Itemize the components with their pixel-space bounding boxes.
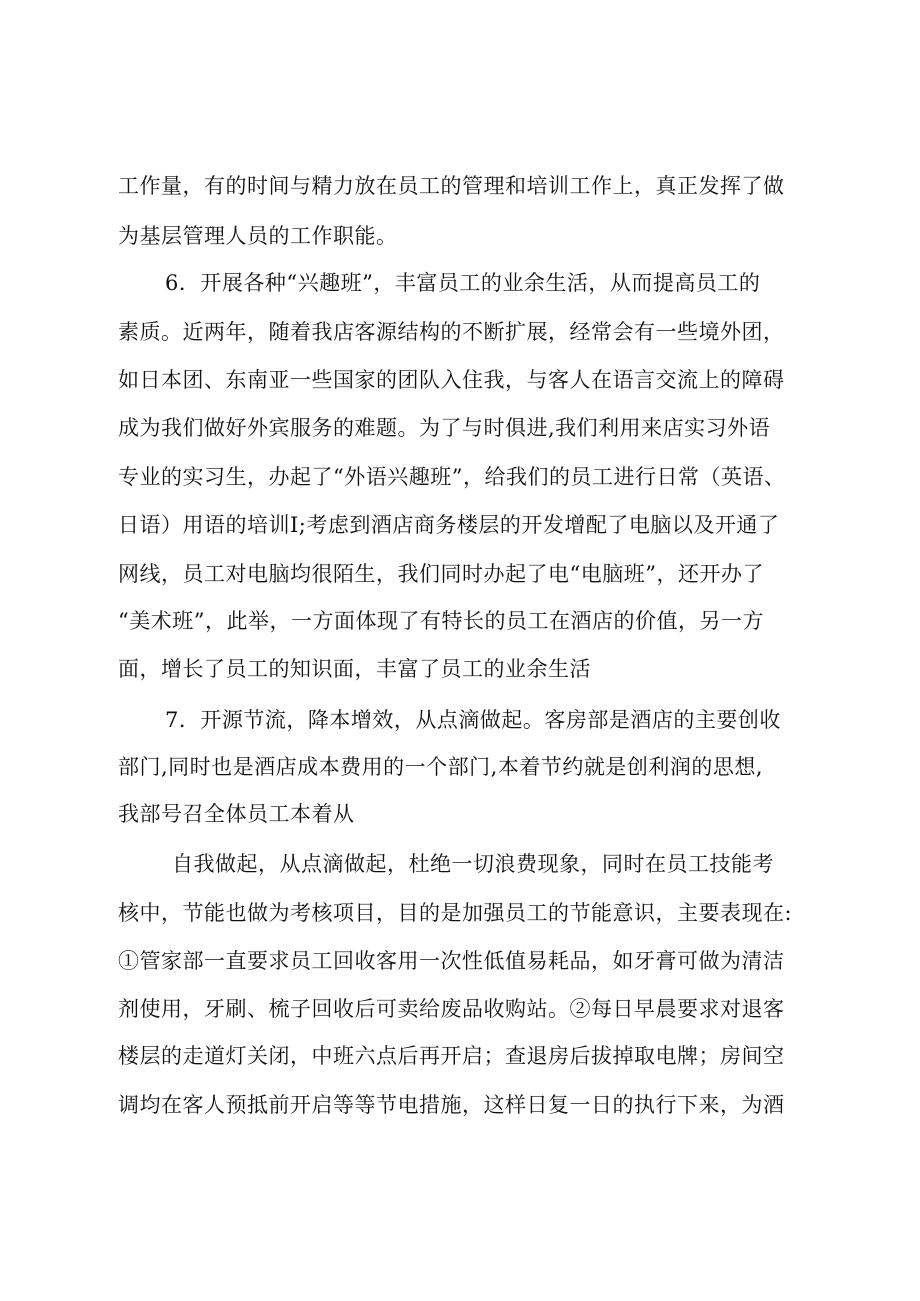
text-line: 工作量，有的时间与精力放在员工的管理和培训工作上，真正发挥了做 (118, 174, 785, 198)
text-line: 成为我们做好外宾服务的难题。为了与时俱进,我们利用来店实习外语 (118, 416, 771, 440)
text-line: 部门,同时也是酒店成本费用的一个部门,本着节约就是创利润的思想, (118, 755, 764, 779)
text-line: 核中，节能也做为考核项目，目的是加强员工的节能意识，主要表现在: (118, 901, 793, 925)
text-line: 为基层管理人员的工作职能。 (118, 224, 398, 248)
text-line: 专业的实习生，办起了“外语兴趣班”，给我们的员工进行日常（英语、 (118, 465, 786, 489)
text-line: “美术班”，此举，一方面体现了有特长的员工在酒店的价值，另一方 (118, 609, 764, 633)
paragraph-7-start: 7．开源节流，降本增效，从点滴做起。客房部是酒店的主要创收 (165, 708, 781, 732)
text-line: 调均在客人预抵前开启等等节电措施，这样日复一日的执行下来，为酒 (118, 1093, 785, 1117)
text-line: 我部号召全体员工本着从 (118, 802, 355, 826)
paragraph-6-start: 6．开展各种“兴趣班”，丰富员工的业余生活，从而提高员工的 (165, 271, 761, 295)
text-line: 剂使用，牙刷、梳子回收后可卖给废品收购站。②每日早晨要求对退客 (118, 997, 785, 1021)
text-line: 素质。近两年，随着我店客源结构的不断扩展，经常会有一些境外团， (118, 320, 785, 344)
paragraph-continuation-start: 自我做起，从点滴做起，杜绝一切浪费现象，同时在员工技能考 (172, 852, 774, 876)
text-line: 如日本团、东南亚一些国家的团队入住我，与客人在语言交流上的障碍 (118, 368, 785, 392)
text-line: 日语）用语的培训I;考虑到酒店商务楼层的开发增配了电脑以及开通了 (118, 513, 780, 537)
text-line: 面，增长了员工的知识面，丰富了员工的业余生活 (118, 657, 591, 681)
text-line: 网线，员工对电脑均很陌生，我们同时办起了电“电脑班”，还开办了 (118, 562, 764, 586)
text-line: ①管家部一直要求员工回收客用一次性低值易耗品，如牙膏可做为清洁 (118, 949, 785, 973)
text-line: 楼层的走道灯关闭，中班六点后再开启；查退房后拔掉取电牌；房间空 (118, 1044, 785, 1068)
